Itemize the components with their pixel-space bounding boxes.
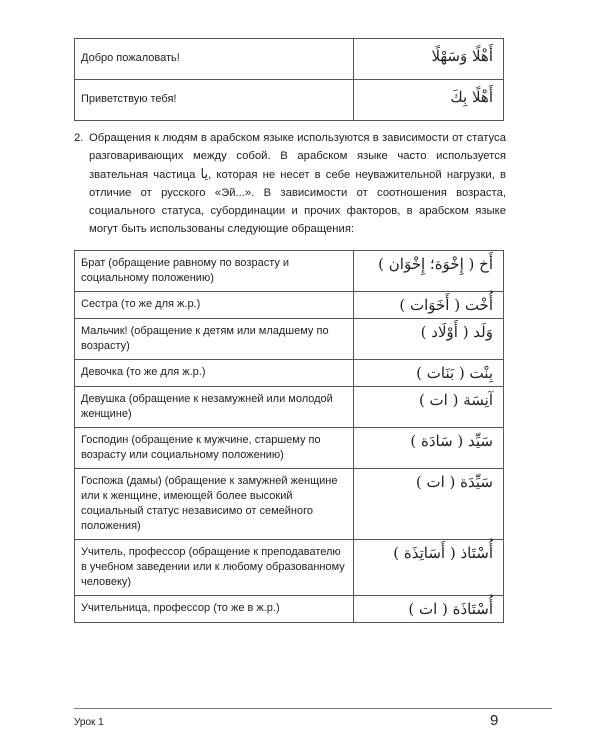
russian-cell: Брат (обращение равному по возрасту и социальному положению)	[75, 251, 354, 292]
russian-cell: Добро пожаловать!	[75, 39, 354, 80]
greetings-table	[74, 38, 504, 121]
arabic-cell: بِنْت ( بَنَات )	[353, 360, 503, 387]
russian-cell: Приветствую тебя!	[75, 80, 354, 121]
table-row	[75, 39, 504, 80]
arabic-cell: أُسْتَاذ ( أَسَاتِذَة )	[353, 540, 503, 596]
paragraph-number: 2.	[74, 132, 84, 144]
footer-lesson: Урок 1	[74, 717, 104, 728]
arabic-cell: أُسْتَاذَة ( ات )	[353, 596, 503, 623]
russian-cell: Учитель, профессор (обращение к преподавателю в учебном заведении или к любому образованному человеку)	[75, 540, 354, 596]
table-row	[75, 469, 504, 540]
russian-cell: Господин (обращение к мужчине, старшему по возрасту или социальному положению)	[75, 428, 354, 469]
paragraph-text-before: Обращения к людям в арабском языке используются в зависимости от статуса разговаривающих между собой. В арабском языке часто используется звательная частица	[89, 132, 506, 181]
table-row	[75, 428, 504, 469]
table-row	[75, 596, 504, 623]
russian-cell: Учительница, профессор (то же в ж.р.)	[75, 596, 354, 623]
page-number: 9	[490, 712, 499, 729]
paragraph	[74, 129, 506, 239]
arabic-cell: أَخ ( إِخْوَة؛ إِخْوَان )	[353, 251, 503, 292]
arabic-cell: أَهْلًا وَسَهْلًا	[353, 39, 503, 80]
paragraph-text	[89, 129, 506, 239]
table-row	[75, 360, 504, 387]
table-row	[75, 387, 504, 428]
russian-cell: Сестра (то же для ж.р.)	[75, 292, 354, 319]
arabic-cell: أَهْلًا بِكَ	[353, 80, 503, 121]
table-row	[75, 80, 504, 121]
table-row	[75, 292, 504, 319]
russian-cell: Госпожа (дамы) (обращение к замужней женщине или к женщине, имеющей более высокий социальный статус независимо от семейного положения)	[75, 469, 354, 540]
arabic-cell: أُخْت ( أَخَوَات )	[353, 292, 503, 319]
table-row	[75, 251, 504, 292]
arabic-cell: سَيِّدَة ( ات )	[353, 469, 503, 540]
arabic-cell: سَيِّد ( سَادَة )	[353, 428, 503, 469]
table-row	[75, 540, 504, 596]
footer-divider	[74, 708, 552, 709]
russian-cell: Девочка (то же для ж.р.)	[75, 360, 354, 387]
vocative-particle: يا	[200, 166, 209, 182]
russian-cell: Мальчик! (обращение к детям или младшему по возрасту)	[75, 319, 354, 360]
table-row	[75, 319, 504, 360]
paragraph-text-after: , которая не несет в себе неуважительной нагрузки, в отличие от русского «Эй...». В зависимости от соотношения возраста, социального статуса, субординации и прочих факторов, в арабском языке могут быть использованы следующие обращения:	[89, 168, 507, 236]
arabic-cell: آنِسَة ( ات )	[353, 387, 503, 428]
arabic-cell: وَلَد ( أَوْلَاد )	[353, 319, 503, 360]
addresses-table	[74, 250, 504, 623]
russian-cell: Девушка (обращение к незамужней или молодой женщине)	[75, 387, 354, 428]
